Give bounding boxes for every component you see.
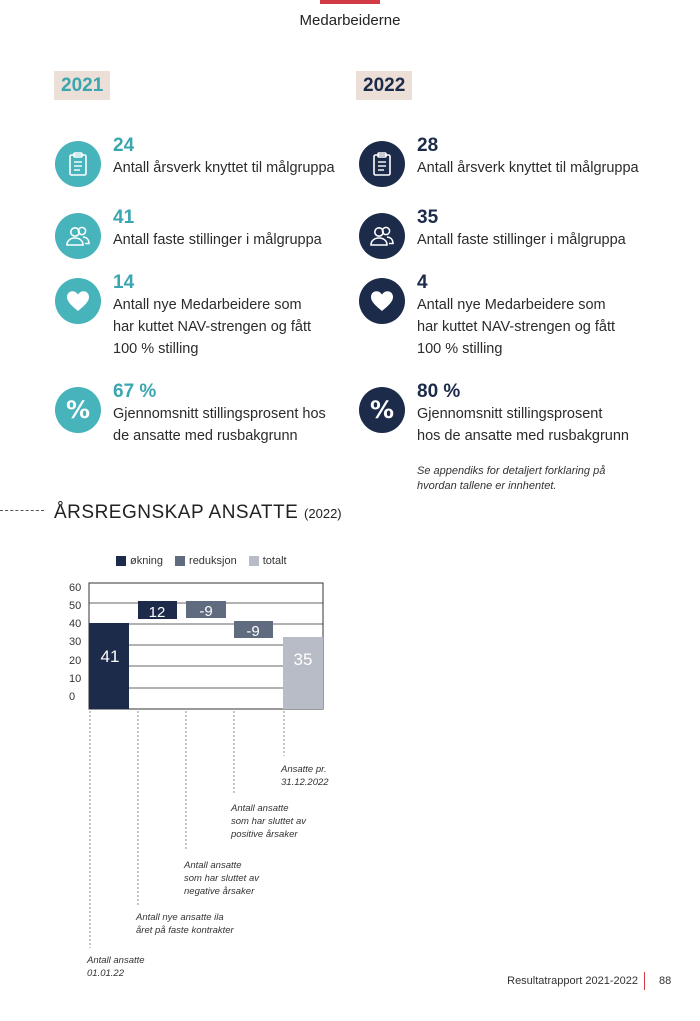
year-badge-2022: 2022 bbox=[356, 71, 412, 100]
legend-item-reduksjon: reduksjon bbox=[175, 555, 237, 567]
stat-description: Gjennomsnitt stillingsprosent hos de ansatte med rusbakgrunn bbox=[417, 406, 629, 444]
y-tick-label: 60 bbox=[69, 582, 82, 594]
bar-value-label: 35 bbox=[293, 650, 313, 669]
year-badge-2021: 2021 bbox=[54, 71, 110, 100]
footer-report-title: Resultatrapport 2021-2022 bbox=[507, 975, 638, 987]
stat-description: Antall årsverk knyttet til målgruppa bbox=[417, 160, 639, 176]
y-tick-label: 10 bbox=[69, 673, 82, 685]
footer-divider bbox=[644, 972, 645, 990]
bar-value-label: 12 bbox=[148, 604, 166, 621]
stat-value: 35 bbox=[417, 207, 439, 228]
section-title-suffix: (2022) bbox=[304, 506, 342, 521]
annotation-text: negative årsaker bbox=[184, 886, 255, 897]
annotation-text: året på faste kontrakter bbox=[136, 925, 234, 936]
annotation-text: Antall ansatte bbox=[184, 860, 242, 871]
percent-icon: % bbox=[55, 387, 101, 433]
annotation-text: 31.12.2022 bbox=[281, 777, 329, 788]
y-tick-label: 30 bbox=[69, 636, 82, 648]
annotation-text: Antall nye ansatte ila bbox=[136, 912, 224, 923]
waterfall-bar-1 bbox=[89, 623, 129, 709]
stat-value: 24 bbox=[113, 135, 135, 156]
bar-value-label: -9 bbox=[246, 623, 260, 640]
y-tick-label: 20 bbox=[69, 655, 82, 667]
legend-item-totalt: totalt bbox=[249, 555, 287, 567]
appendix-note: Se appendiks for detaljert forklaring på hvordan tallene er innhentet. bbox=[417, 465, 606, 492]
stat-description: Gjennomsnitt stillingsprosent hos de ansatte med rusbakgrunn bbox=[113, 406, 326, 444]
annotation-text: som har sluttet av bbox=[231, 816, 306, 827]
stat-description: Antall nye Medarbeidere som har kuttet NAV-strengen og fått 100 % stilling bbox=[417, 297, 616, 357]
waterfall-bar-5 bbox=[283, 637, 323, 709]
page-number: 88 bbox=[659, 975, 672, 987]
legend-item-okning: økning bbox=[116, 555, 163, 567]
stat-value: 28 bbox=[417, 135, 439, 156]
stat-description: Antall nye Medarbeidere som har kuttet NAV-strengen og fått 100 % stilling bbox=[113, 297, 312, 357]
stat-value: 4 bbox=[417, 272, 428, 293]
bar-value-label: -9 bbox=[199, 603, 213, 620]
annotation-text: Antall ansatte bbox=[231, 803, 289, 814]
section-title: ÅRSREGNSKAP ANSATTE (2022) bbox=[54, 502, 342, 523]
percent-icon: % bbox=[359, 387, 405, 433]
annotation-text: Antall ansatte bbox=[87, 955, 145, 966]
stat-description: Antall årsverk knyttet til målgruppa bbox=[113, 160, 335, 176]
y-tick-label: 50 bbox=[69, 600, 82, 612]
annotation-text: Ansatte pr. bbox=[281, 764, 327, 775]
stat-value: 14 bbox=[113, 272, 135, 293]
bar-value-label: 41 bbox=[100, 647, 120, 666]
y-tick-label: 0 bbox=[69, 691, 76, 703]
y-tick-label: 40 bbox=[69, 618, 82, 630]
annotation-text: 01.01.22 bbox=[87, 968, 124, 979]
stat-value: 41 bbox=[113, 207, 135, 228]
stat-description: Antall faste stillinger i målgruppa bbox=[113, 232, 322, 248]
stat-value: 80 % bbox=[417, 381, 461, 402]
stat-value: 67 % bbox=[113, 381, 157, 402]
annotation-text: som har sluttet av bbox=[184, 873, 259, 884]
annotation-text: positive årsaker bbox=[231, 829, 298, 840]
stat-description: Antall faste stillinger i målgruppa bbox=[417, 232, 626, 248]
page-header-title: Medarbeiderne bbox=[299, 12, 401, 29]
